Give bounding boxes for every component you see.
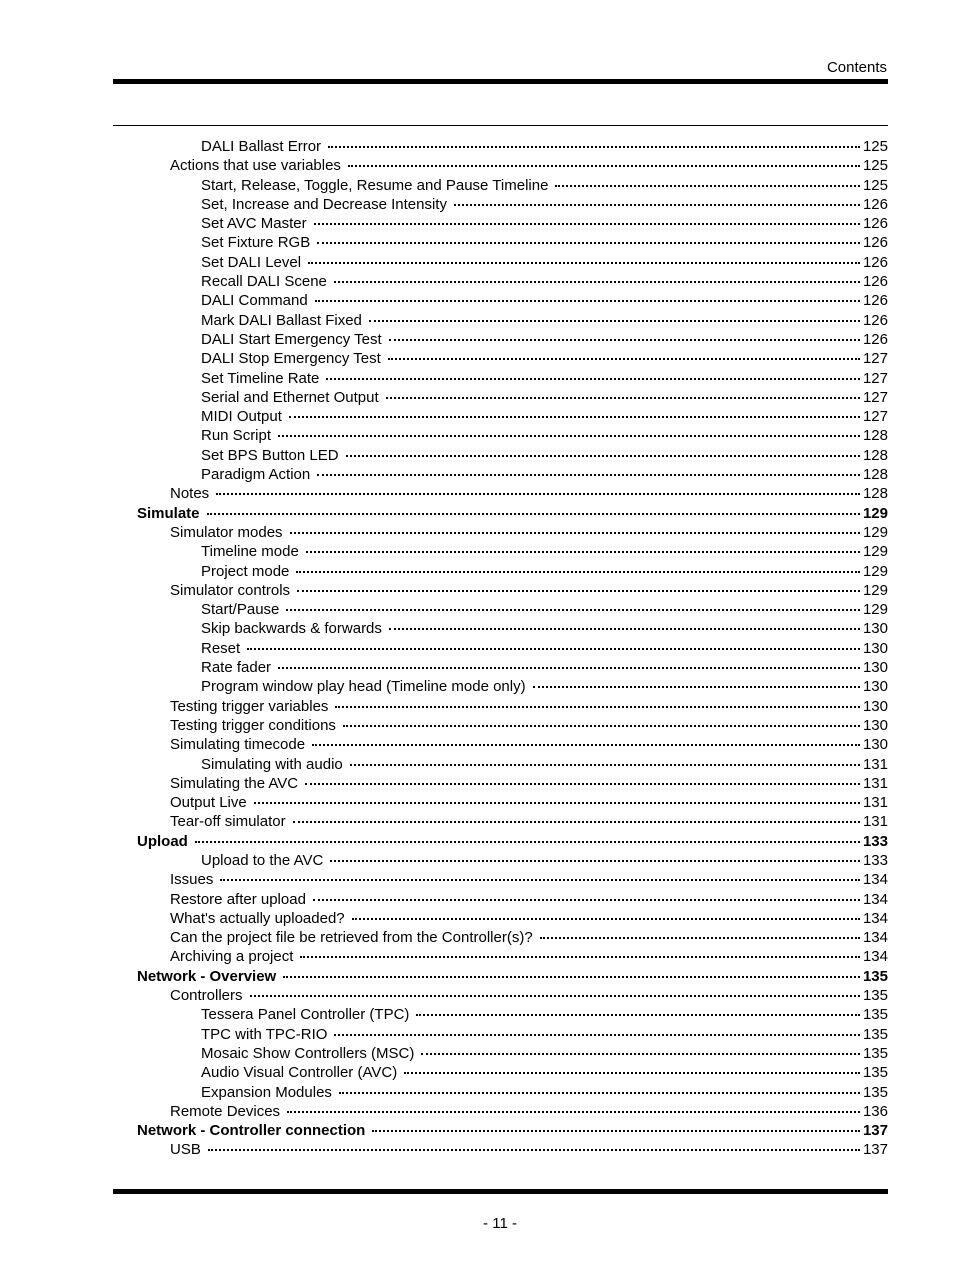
toc-leader-dots [278,667,860,669]
toc-entry[interactable] [113,986,888,1005]
toc-entry-page: 134 [862,890,888,908]
toc-leader-dots [372,1130,860,1132]
toc-entry-page: 131 [862,774,888,792]
toc-entry[interactable] [113,484,888,503]
toc-entry-title: Skip backwards & forwards [201,620,382,638]
toc-entry-title: Start/Pause [201,601,280,619]
toc-leader-dots [317,242,860,244]
toc-entry[interactable] [113,870,888,889]
toc-entry-page: 126 [862,273,888,291]
toc-leader-dots [287,1111,860,1113]
toc-entry-title: Set BPS Button LED [201,446,339,464]
toc-entry-title: Recall DALI Scene [201,273,327,291]
toc-entry-title: DALI Stop Emergency Test [201,350,381,368]
toc-entry-page: 130 [862,697,888,715]
toc-entry[interactable] [113,1083,888,1102]
toc-leader-dots [454,204,860,206]
toc-entry-page: 129 [862,543,888,561]
toc-entry[interactable] [113,1140,888,1159]
table-of-contents [113,137,888,1160]
toc-leader-dots [216,493,860,495]
toc-entry-title: Simulator modes [170,523,283,541]
toc-entry[interactable] [113,504,888,523]
toc-leader-dots [207,513,860,515]
toc-leader-dots [254,802,860,804]
toc-entry-title: Start, Release, Toggle, Resume and Pause Timeline [201,176,549,194]
toc-entry-title: Simulator controls [170,581,291,599]
toc-entry[interactable] [113,311,888,330]
toc-entry-title: What's actually uploaded? [170,909,345,927]
toc-entry-page: 134 [862,929,888,947]
toc-leader-dots [330,860,860,862]
toc-leader-dots [388,358,860,360]
toc-leader-dots [335,706,860,708]
toc-entry-page: 126 [862,234,888,252]
toc-entry[interactable] [113,774,888,793]
toc-leader-dots [195,841,860,843]
toc-leader-dots [369,320,860,322]
toc-entry[interactable] [113,812,888,831]
toc-entry-page: 125 [862,138,888,155]
toc-entry-title: Mosaic Show Controllers (MSC) [201,1044,415,1062]
toc-entry-page: 135 [862,987,888,1005]
toc-entry-title: Set, Increase and Decrease Intensity [201,195,447,213]
toc-entry[interactable] [113,967,888,986]
toc-entry[interactable] [113,195,888,214]
toc-entry-title: Set Fixture RGB [201,234,311,252]
toc-entry-page: 129 [862,562,888,580]
toc-leader-dots [308,262,860,264]
toc-entry[interactable] [113,388,888,407]
toc-entry[interactable] [113,1121,888,1140]
toc-entry-page: 133 [862,832,888,850]
toc-entry-page: 127 [862,388,888,406]
toc-entry-page: 129 [862,523,888,541]
toc-entry-page: 131 [862,813,888,831]
toc-entry-page: 125 [862,157,888,175]
toc-leader-dots [314,223,860,225]
toc-entry-page: 130 [862,736,888,754]
toc-leader-dots [326,378,860,380]
toc-entry-page: 126 [862,253,888,271]
toc-entry[interactable] [113,600,888,619]
toc-entry-title: Upload to the AVC [201,851,324,869]
toc-leader-dots [293,821,860,823]
toc-entry-page: 130 [862,659,888,677]
toc-entry-page: 134 [862,948,888,966]
toc-entry-page: 130 [862,678,888,696]
toc-leader-dots [350,764,860,766]
toc-entry[interactable] [113,426,888,445]
toc-entry[interactable] [113,697,888,716]
toc-entry[interactable] [113,832,888,851]
toc-entry-page: 127 [862,369,888,387]
toc-entry-title: Set AVC Master [201,215,307,233]
toc-entry-title: Simulating timecode [170,736,306,754]
toc-entry[interactable] [113,928,888,947]
toc-entry-page: 126 [862,215,888,233]
toc-entry-title: Controllers [170,987,243,1005]
toc-entry-page: 126 [862,292,888,310]
toc-entry-title: Archiving a project [170,948,294,966]
toc-leader-dots [343,725,860,727]
toc-entry[interactable] [113,909,888,928]
toc-leader-dots [306,551,860,553]
toc-leader-dots [389,339,860,341]
toc-entry[interactable] [113,755,888,774]
toc-entry-title: Upload [137,832,188,850]
toc-entry-title: USB [170,1141,201,1159]
toc-leader-dots [289,416,860,418]
toc-leader-dots [416,1014,860,1016]
footer-page-number: - 11 - [483,1215,517,1232]
toc-entry[interactable] [113,947,888,966]
toc-leader-dots [312,744,860,746]
toc-entry-page: 126 [862,330,888,348]
toc-entry[interactable] [113,542,888,561]
toc-entry-page: 130 [862,716,888,734]
header-rule [113,79,888,84]
toc-entry-title: Network - Controller connection [137,1122,366,1140]
toc-entry-title: Project mode [201,562,290,580]
header-thin-rule [113,125,888,126]
toc-entry[interactable] [113,291,888,310]
toc-entry[interactable] [113,349,888,368]
toc-leader-dots [305,783,860,785]
toc-entry-page: 128 [862,485,888,503]
header-section-label: Contents [826,59,887,76]
toc-entry[interactable] [113,233,888,252]
toc-entry-title: DALI Ballast Error [201,138,322,155]
toc-entry[interactable] [113,523,888,542]
toc-entry-title: Remote Devices [170,1102,281,1120]
toc-leader-dots [296,571,860,573]
toc-leader-dots [290,532,860,534]
toc-entry-title: Restore after upload [170,890,306,908]
toc-entry-page: 129 [862,601,888,619]
toc-leader-dots [334,1034,860,1036]
toc-leader-dots [283,976,860,978]
toc-leader-dots [389,628,860,630]
toc-entry-title: Tear-off simulator [170,813,286,831]
toc-leader-dots [250,995,860,997]
toc-entry-page: 137 [862,1122,888,1140]
toc-entry[interactable] [113,619,888,638]
toc-entry[interactable] [113,156,888,175]
toc-entry[interactable] [113,330,888,349]
toc-leader-dots [334,281,860,283]
toc-entry[interactable] [113,581,888,600]
toc-leader-dots [352,918,860,920]
toc-entry-title: Issues [170,871,214,889]
toc-entry-title: Run Script [201,427,272,445]
toc-entry[interactable] [113,716,888,735]
toc-leader-dots [404,1072,860,1074]
toc-entry-page: 130 [862,639,888,657]
toc-entry-title: Tessera Panel Controller (TPC) [201,1006,410,1024]
toc-entry-page: 128 [862,446,888,464]
toc-entry-title: DALI Start Emergency Test [201,330,382,348]
toc-entry[interactable] [113,1044,888,1063]
toc-leader-dots [533,686,860,688]
toc-entry-page: 135 [862,1064,888,1082]
toc-entry-page: 126 [862,195,888,213]
toc-leader-dots [315,300,860,302]
toc-leader-dots [421,1053,860,1055]
toc-entry-page: 128 [862,466,888,484]
toc-entry[interactable] [113,369,888,388]
toc-entry-page: 134 [862,871,888,889]
toc-entry-page: 137 [862,1141,888,1159]
toc-entry-title: TPC with TPC-RIO [201,1025,328,1043]
toc-leader-dots [220,879,860,881]
toc-entry[interactable] [113,272,888,291]
toc-entry[interactable] [113,562,888,581]
toc-entry[interactable] [113,1025,888,1044]
toc-entry-title: Timeline mode [201,543,299,561]
toc-entry-title: Testing trigger variables [170,697,329,715]
toc-entry[interactable] [113,639,888,658]
toc-entry-page: 135 [862,1025,888,1043]
toc-entry-title: Paradigm Action [201,466,311,484]
toc-entry-page: 129 [862,581,888,599]
toc-entry-page: 131 [862,755,888,773]
toc-entry-page: 127 [862,408,888,426]
toc-entry-page: 135 [862,1083,888,1101]
toc-entry[interactable] [113,658,888,677]
toc-leader-dots [328,146,860,148]
toc-leader-dots [346,455,860,457]
toc-leader-dots [297,590,860,592]
toc-entry-page: 134 [862,909,888,927]
toc-entry-title: Serial and Ethernet Output [201,388,379,406]
toc-entry-title: Simulate [137,504,200,522]
toc-entry-page: 129 [862,504,888,522]
toc-entry[interactable] [113,735,888,754]
toc-entry-page: 127 [862,350,888,368]
toc-leader-dots [286,609,860,611]
toc-leader-dots [339,1092,860,1094]
toc-leader-dots [278,435,860,437]
toc-entry-title: Expansion Modules [201,1083,332,1101]
toc-leader-dots [247,648,860,650]
toc-entry[interactable] [113,465,888,484]
toc-entry-title: MIDI Output [201,408,282,426]
toc-entry[interactable] [113,793,888,812]
toc-entry-title: Notes [170,485,210,503]
toc-entry-title: Testing trigger conditions [170,716,336,734]
toc-entry[interactable] [113,851,888,870]
toc-entry-page: 135 [862,1006,888,1024]
toc-entry[interactable] [113,890,888,909]
toc-entry-title: Simulating with audio [201,755,343,773]
toc-entry-title: Program window play head (Timeline mode only) [201,678,526,696]
toc-entry[interactable] [113,1063,888,1082]
toc-leader-dots [386,397,860,399]
toc-entry[interactable] [113,1102,888,1121]
toc-leader-dots [348,165,860,167]
toc-entry-title: DALI Command [201,292,308,310]
toc-entry-title: Set DALI Level [201,253,302,271]
toc-leader-dots [555,185,860,187]
toc-entry-page: 130 [862,620,888,638]
toc-entry[interactable] [113,176,888,195]
toc-entry[interactable] [113,407,888,426]
toc-leader-dots [317,474,860,476]
toc-entry-title: Reset [201,639,241,657]
toc-leader-dots [208,1149,860,1151]
toc-entry[interactable] [113,677,888,696]
toc-entry-title: Set Timeline Rate [201,369,320,387]
toc-leader-dots [300,956,860,958]
toc-entry-page: 135 [862,967,888,985]
toc-entry-title: Mark DALI Ballast Fixed [201,311,362,329]
toc-entry-title: Audio Visual Controller (AVC) [201,1064,398,1082]
toc-entry-title: Can the project file be retrieved from the Controller(s)? [170,929,533,947]
toc-entry-title: Output Live [170,794,247,812]
toc-entry-page: 126 [862,311,888,329]
toc-entry[interactable] [113,1005,888,1024]
toc-entry[interactable] [113,253,888,272]
toc-entry-page: 125 [862,176,888,194]
toc-entry-title: Network - Overview [137,967,277,985]
toc-entry[interactable] [113,137,888,156]
toc-entry-page: 136 [862,1102,888,1120]
toc-entry-title: Simulating the AVC [170,774,299,792]
footer-rule [113,1189,888,1194]
toc-entry[interactable] [113,214,888,233]
toc-leader-dots [540,937,860,939]
toc-entry-page: 133 [862,851,888,869]
toc-leader-dots [313,899,860,901]
toc-entry-page: 135 [862,1044,888,1062]
toc-entry-page: 131 [862,794,888,812]
toc-entry-title: Actions that use variables [170,157,341,175]
toc-entry[interactable] [113,446,888,465]
toc-entry-page: 128 [862,427,888,445]
toc-entry-title: Rate fader [201,659,272,677]
